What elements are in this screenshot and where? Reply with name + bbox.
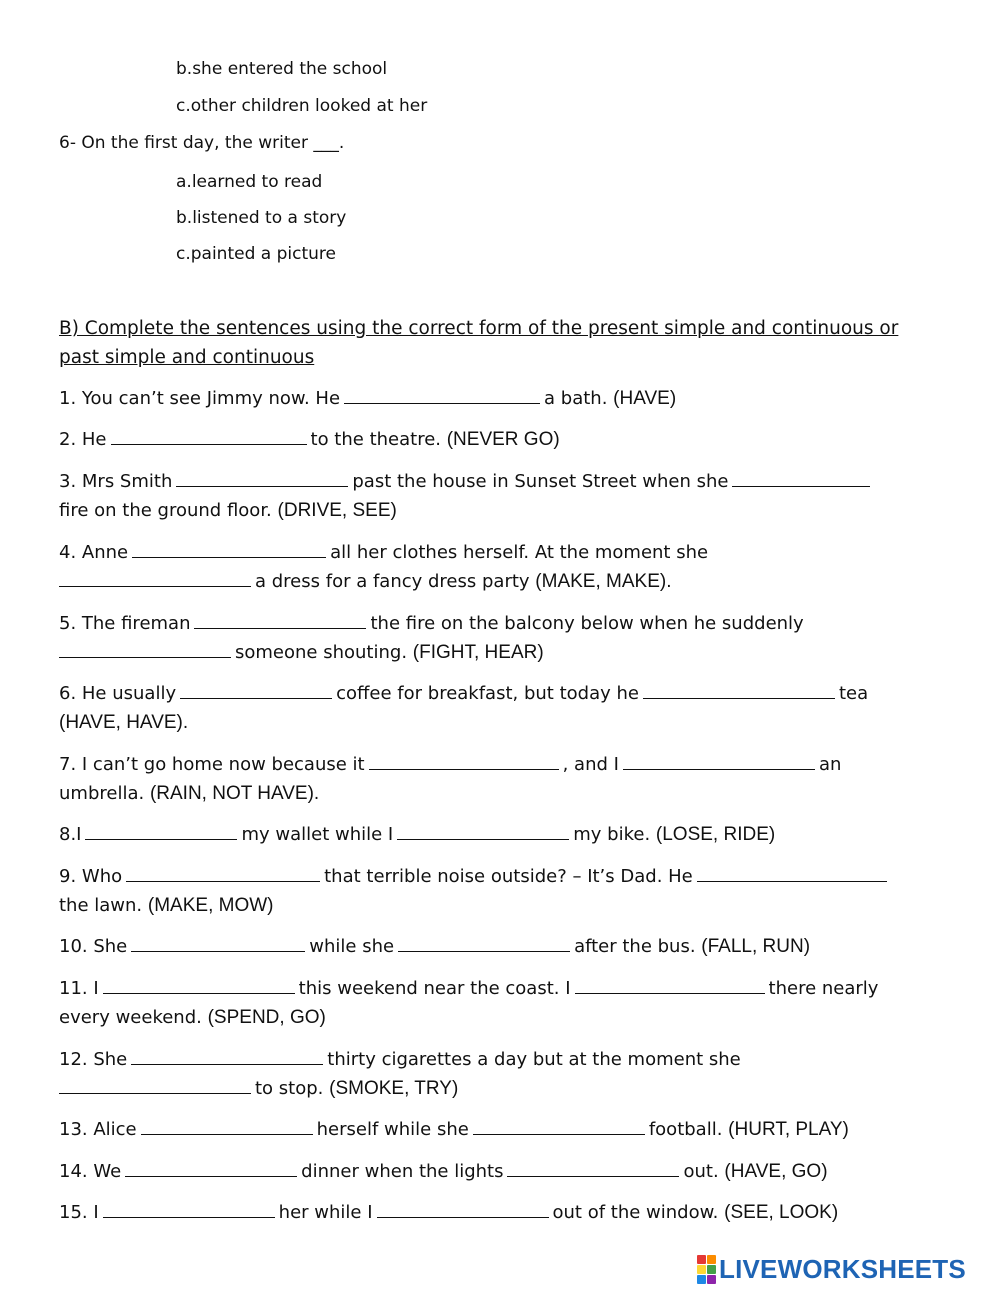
- answer-blank[interactable]: [344, 387, 540, 404]
- sentence-10: 10. She while she after the bus. (FALL, RUN): [59, 936, 811, 957]
- q6-option-a[interactable]: a.learned to read: [176, 172, 323, 192]
- answer-blank[interactable]: [398, 935, 570, 952]
- sentence-12-cont: to stop. (SMOKE, TRY): [59, 1075, 458, 1103]
- sentence-5-cont: someone shouting. (FIGHT, HEAR): [59, 639, 544, 667]
- section-b-heading-line-2: past simple and continuous: [59, 347, 315, 368]
- answer-blank[interactable]: [732, 470, 870, 487]
- sentence-3-cont: fire on the ground floor. (DRIVE, SEE): [59, 500, 397, 521]
- answer-blank[interactable]: [369, 753, 559, 770]
- q6-option-b[interactable]: b.listened to a story: [176, 208, 347, 228]
- q6-option-c[interactable]: c.painted a picture: [176, 244, 336, 264]
- sentence-4-cont: a dress for a fancy dress party (MAKE, MAKE).: [59, 568, 671, 596]
- q6-question: 6- On the first day, the writer ___.: [59, 133, 345, 153]
- sentence-11-cont: every weekend. (SPEND, GO): [59, 1007, 326, 1028]
- answer-blank[interactable]: [697, 865, 887, 882]
- sentence-2: 2. He to the theatre. (NEVER GO): [59, 429, 560, 450]
- answer-blank[interactable]: [126, 865, 320, 882]
- answer-blank[interactable]: [643, 682, 835, 699]
- answer-blank[interactable]: [132, 541, 326, 558]
- sentence-13: 13. Alice herself while she football. (HURT, PLAY): [59, 1119, 849, 1140]
- sentence-8: 8.I my wallet while I my bike. (LOSE, RIDE): [59, 824, 776, 845]
- sentence-9-cont: the lawn. (MAKE, MOW): [59, 895, 274, 916]
- sentence-5: 5. The fireman the fire on the balcony below when he suddenly: [59, 613, 804, 634]
- sentence-15: 15. I her while I out of the window. (SEE, LOOK): [59, 1202, 839, 1223]
- answer-blank[interactable]: [194, 612, 366, 629]
- liveworksheets-logo-icon: [697, 1255, 716, 1284]
- sentence-6-cont: (HAVE, HAVE).: [59, 712, 189, 733]
- sentence-1: 1. You can’t see Jimmy now. He a bath. (HAVE): [59, 388, 677, 409]
- answer-blank[interactable]: [575, 977, 765, 994]
- answer-blank[interactable]: [473, 1118, 645, 1135]
- sentence-14: 14. We dinner when the lights out. (HAVE, GO): [59, 1161, 828, 1182]
- answer-blank[interactable]: [59, 570, 251, 587]
- sentence-7: 7. I can’t go home now because it , and I an: [59, 754, 842, 775]
- answer-blank[interactable]: [176, 470, 348, 487]
- liveworksheets-wordmark: LIVEWORKSHEETS: [719, 1254, 966, 1284]
- answer-blank[interactable]: [180, 682, 332, 699]
- answer-blank[interactable]: [141, 1118, 313, 1135]
- answer-blank[interactable]: [397, 823, 569, 840]
- answer-blank[interactable]: [377, 1201, 549, 1218]
- answer-blank[interactable]: [85, 823, 237, 840]
- q5-option-c[interactable]: c.other children looked at her: [176, 96, 428, 116]
- answer-blank[interactable]: [103, 1201, 275, 1218]
- liveworksheets-brand: [697, 1254, 966, 1285]
- sentence-3: 3. Mrs Smith past the house in Sunset Street when she: [59, 468, 874, 496]
- sentence-9: 9. Who that terrible noise outside? – It’s Dad. He: [59, 863, 891, 891]
- sentence-7-cont: umbrella. (RAIN, NOT HAVE).: [59, 783, 320, 804]
- answer-blank[interactable]: [111, 428, 307, 445]
- answer-blank[interactable]: [507, 1160, 679, 1177]
- answer-blank[interactable]: [623, 753, 815, 770]
- answer-blank[interactable]: [131, 935, 305, 952]
- q5-option-b[interactable]: b.she entered the school: [176, 59, 388, 79]
- answer-blank[interactable]: [125, 1160, 297, 1177]
- answer-blank[interactable]: [131, 1048, 323, 1065]
- sentence-4: 4. Anne all her clothes herself. At the moment she: [59, 542, 709, 563]
- answer-blank[interactable]: [59, 1077, 251, 1094]
- sentence-11: 11. I this weekend near the coast. I there nearly: [59, 978, 879, 999]
- section-b-heading-line-1: B) Complete the sentences using the correct form of the present simple and continuous or: [59, 318, 899, 339]
- answer-blank[interactable]: [59, 641, 231, 658]
- sentence-6: 6. He usually coffee for breakfast, but today he tea: [59, 683, 869, 704]
- answer-blank[interactable]: [103, 977, 295, 994]
- sentence-12: 12. She thirty cigarettes a day but at the moment she: [59, 1049, 741, 1070]
